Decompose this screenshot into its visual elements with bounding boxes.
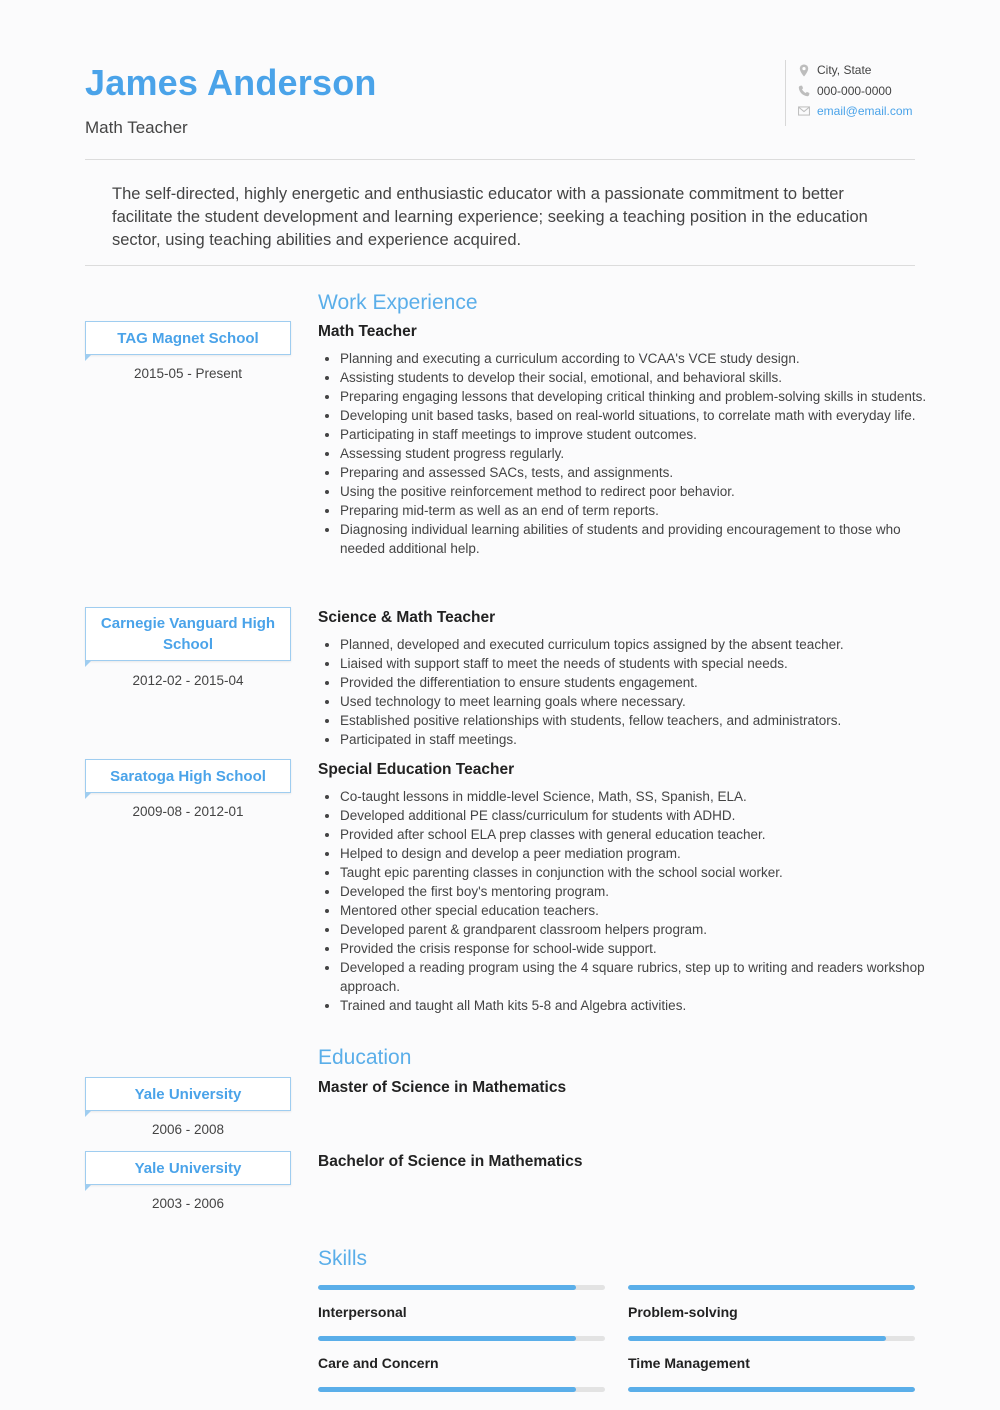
contact-phone [798,81,913,102]
job-2-title: Science & Math Teacher [318,609,496,626]
header-divider [85,159,915,160]
job-2-org-label: Carnegie Vanguard High School [100,615,276,653]
list-item: • Planned, developed and executed curriculum topics assigned by the absent teacher. [340,635,938,654]
phone-icon [798,85,810,97]
job-2-organization [85,607,291,661]
skill-bar-fill [628,1336,886,1341]
work-experience-heading: Work Experience [318,291,478,314]
list-item: • Participating in staff meetings to improve student outcomes. [340,425,938,444]
skill-bar-track [628,1336,915,1341]
list-item: • Diagnosing individual learning abilities of students and providing encouragement to those who needed additional help. [340,520,938,558]
job-1-duties [318,349,938,558]
location-text: City, State [817,63,872,78]
list-item: • Mentored other special education teachers. [340,901,938,920]
summary-text: The self-directed, highly energetic and enthusiastic educator with a passionate commitment to better facilitate the student development and learning experience; seeking a teaching position in the education sector, using teaching abilities and experience acquired. [112,185,868,249]
list-item: • Developing unit based tasks, based on real-world situations, to correlate math with everyday life. [340,406,938,425]
job-3-org-label: Saratoga High School [110,767,266,785]
list-item: • Provided the differentiation to ensure students engagement. [340,673,938,692]
job-1-org-label: TAG Magnet School [117,329,259,347]
skill-bar-fill [628,1387,915,1392]
skill-bar-track [628,1285,915,1290]
box-tail [85,1184,92,1191]
location-pin-icon [798,64,810,77]
job-2-duties [318,635,938,749]
job-1-title: Math Teacher [318,323,417,340]
list-item: • Assisting students to develop their social, emotional, and behavioral skills. [340,368,938,387]
list-item: • Preparing and assessed SACs, tests, and assignments. [340,463,938,482]
skill-problem-solving [628,1285,915,1320]
education-1-org-label: Yale University [134,1085,242,1103]
skill-bar-fill [318,1336,576,1341]
list-item: • Helped to design and develop a peer mediation program. [340,844,938,863]
list-item: • Taught epic parenting classes in conjunction with the school social worker. [340,863,938,882]
list-item: • Using the positive reinforcement method to redirect poor behavior. [340,482,938,501]
skill-bar-track [318,1336,605,1341]
skill-6 [628,1387,915,1392]
email-link[interactable]: email@email.com [817,104,913,119]
skills-heading: Skills [318,1247,368,1270]
list-item: • Provided after school ELA prep classes with general education teacher. [340,825,938,844]
candidate-name: James Anderson [85,62,377,103]
education-2-dates: 2003 - 2006 [151,1196,225,1211]
skill-label: Time Management [628,1355,750,1371]
list-item: • Planning and executing a curriculum according to VCAA's VCE study design. [340,349,938,368]
skill-interpersonal [318,1285,605,1320]
education-1-dates: 2006 - 2008 [151,1122,225,1137]
list-item: • Developed a reading program using the 4 square rubrics, step up to writing and readers workshop approach. [340,958,938,996]
envelope-icon [798,106,810,116]
job-3-title: Special Education Teacher [318,761,515,778]
list-item: • Developed the first boy's mentoring program. [340,882,938,901]
box-tail [85,792,92,799]
skill-label: Problem-solving [628,1304,738,1320]
education-1-degree: Master of Science in Mathematics [318,1079,567,1096]
education-1-institution [85,1077,291,1111]
education-2-degree: Bachelor of Science in Mathematics [318,1153,583,1170]
list-item: • Developed additional PE class/curriculum for students with ADHD. [340,806,938,825]
contact-info [785,60,913,126]
list-item: • Established positive relationships with students, fellow teachers, and administrators. [340,711,938,730]
contact-location [798,60,913,81]
list-item: • Used technology to meet learning goals where necessary. [340,692,938,711]
summary-divider [85,265,915,266]
phone-text: 000-000-0000 [817,83,892,98]
skill-bar-track [318,1285,605,1290]
skill-bar-fill [318,1387,576,1392]
list-item: • Provided the crisis response for school-wide support. [340,939,938,958]
education-2-org-label: Yale University [134,1159,242,1177]
skill-care-and-concern [318,1336,605,1371]
skill-label: Care and Concern [318,1355,439,1371]
job-1-dates: 2015-05 - Present [133,366,243,381]
job-3-organization [85,759,291,793]
list-item: • Participated in staff meetings. [340,730,938,749]
education-2-institution [85,1151,291,1185]
list-item: • Trained and taught all Math kits 5-8 and Algebra activities. [340,996,938,1015]
box-tail [85,354,92,361]
list-item: • Liaised with support staff to meet the needs of students with special needs. [340,654,938,673]
job-3-duties [318,787,938,1015]
box-tail [85,660,92,667]
skill-bar-track [318,1387,605,1392]
list-item: • Assessing student progress regularly. [340,444,938,463]
job-1-organization [85,321,291,355]
skill-5 [318,1387,605,1392]
job-2-dates: 2012-02 - 2015-04 [132,673,244,688]
job-3-dates: 2009-08 - 2012-01 [132,804,244,819]
candidate-title: Math Teacher [85,118,188,137]
skill-time-management [628,1336,915,1371]
skill-label: Interpersonal [318,1304,407,1320]
list-item: • Preparing engaging lessons that developing critical thinking and problem-solving skills in students. [340,387,938,406]
list-item: • Developed parent & grandparent classroom helpers program. [340,920,938,939]
skill-bar-fill [318,1285,576,1290]
skill-bar-track [628,1387,915,1392]
education-heading: Education [318,1046,412,1069]
list-item: • Preparing mid-term as well as an end of term reports. [340,501,938,520]
list-item: • Co-taught lessons in middle-level Science, Math, SS, Spanish, ELA. [340,787,938,806]
box-tail [85,1110,92,1117]
skill-bar-fill [628,1285,915,1290]
contact-email[interactable] [798,101,913,122]
